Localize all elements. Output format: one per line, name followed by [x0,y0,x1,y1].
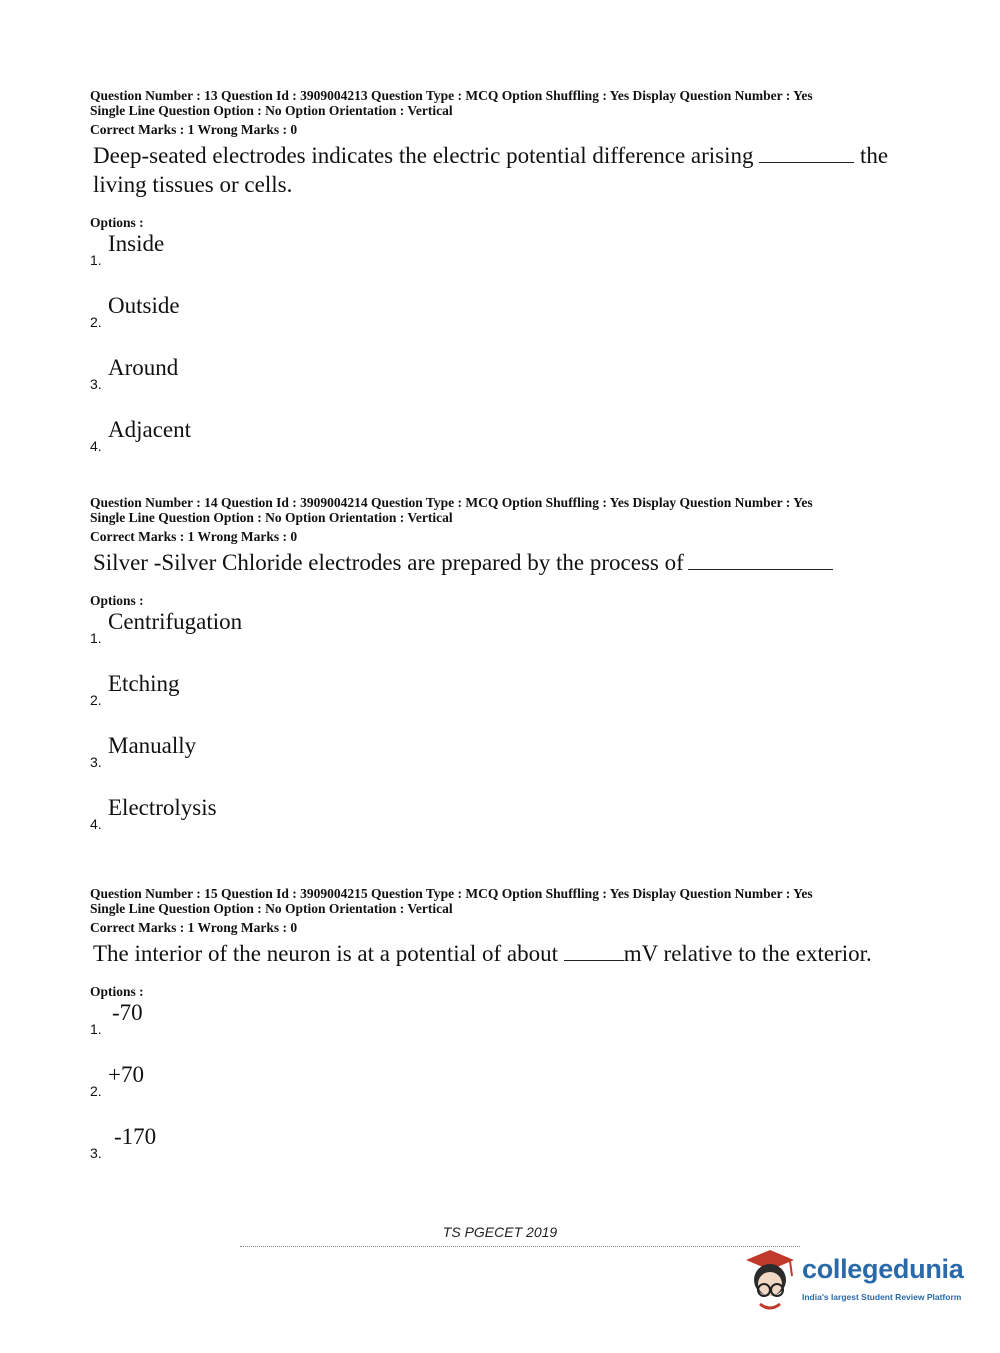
question-meta: Question Number : 14 Question Id : 3909004214 Question Type : MCQ Option Shuffling : Yes Display Question Number : Yes [90,495,813,510]
question-meta-line2: Single Line Question Option : No Option Orientation : Vertical [90,510,453,525]
options-label: Options : [90,984,144,999]
options-label: Options : [90,215,144,230]
logo-tagline: India's largest Student Review Platform [802,1292,962,1302]
option-text: Around [108,355,179,380]
question-15 [90,886,910,1186]
option-3[interactable] [90,355,910,417]
option-1[interactable] [90,1000,910,1062]
option-number: 1. [90,252,102,268]
question-text [90,548,910,577]
collegedunia-logo [740,1246,970,1316]
option-text: +70 [108,1062,144,1087]
option-text: Centrifugation [108,609,243,634]
options-label: Options : [90,593,144,608]
option-number: 1. [90,630,102,646]
footer-divider [240,1246,800,1248]
option-number: 2. [90,692,102,708]
option-text: Inside [108,231,165,256]
option-number: 4. [90,438,102,454]
option-3[interactable] [90,1124,910,1186]
option-text: -70 [112,1000,143,1025]
question-marks: Correct Marks : 1 Wrong Marks : 0 [90,529,298,544]
option-1[interactable] [90,609,910,671]
option-2[interactable] [90,671,910,733]
question-13 [90,88,910,479]
question-text-part1: Deep-seated electrodes indicates the electric potential difference arising [93,143,760,168]
option-number: 2. [90,1083,102,1099]
option-4[interactable] [90,417,910,479]
option-3[interactable] [90,733,910,795]
option-text: Manually [108,733,197,758]
question-text-part2: the living tissues or cells. [93,143,889,197]
question-text-part1: The interior of the neuron is at a potential of about [93,941,564,966]
mascot-icon [740,1246,800,1316]
option-text: Electrolysis [108,795,217,820]
option-number: 3. [90,376,102,392]
answer-blank [564,959,624,961]
footer-exam-title: TS PGECET 2019 [442,1224,558,1240]
option-1[interactable] [90,231,910,293]
option-2[interactable] [90,1062,910,1124]
question-meta: Question Number : 13 Question Id : 3909004213 Question Type : MCQ Option Shuffling : Yes Display Question Number : Yes [90,88,813,103]
question-meta-line2: Single Line Question Option : No Option Orientation : Vertical [90,103,453,118]
option-number: 4. [90,816,102,832]
question-14 [90,495,910,857]
logo-wordmark: collegedunia [802,1254,964,1284]
question-meta-line2: Single Line Question Option : No Option Orientation : Vertical [90,901,453,916]
question-text-part1: Silver -Silver Chloride electrodes are prepared by the process of [93,550,684,575]
option-text: Etching [108,671,180,696]
option-number: 3. [90,1145,102,1161]
answer-blank [688,568,833,570]
question-marks: Correct Marks : 1 Wrong Marks : 0 [90,920,298,935]
option-4[interactable] [90,795,910,857]
question-marks: Correct Marks : 1 Wrong Marks : 0 [90,122,298,137]
answer-blank [759,161,854,163]
option-2[interactable] [90,293,910,355]
option-number: 1. [90,1021,102,1037]
question-meta: Question Number : 15 Question Id : 3909004215 Question Type : MCQ Option Shuffling : Yes Display Question Number : Yes [90,886,813,901]
option-number: 3. [90,754,102,770]
option-text: Adjacent [108,417,192,442]
option-text: Outside [108,293,180,318]
option-text: -170 [114,1124,157,1149]
question-text [90,939,910,968]
option-number: 2. [90,314,102,330]
question-text [90,141,910,199]
question-text-part2: mV relative to the exterior. [623,941,872,966]
